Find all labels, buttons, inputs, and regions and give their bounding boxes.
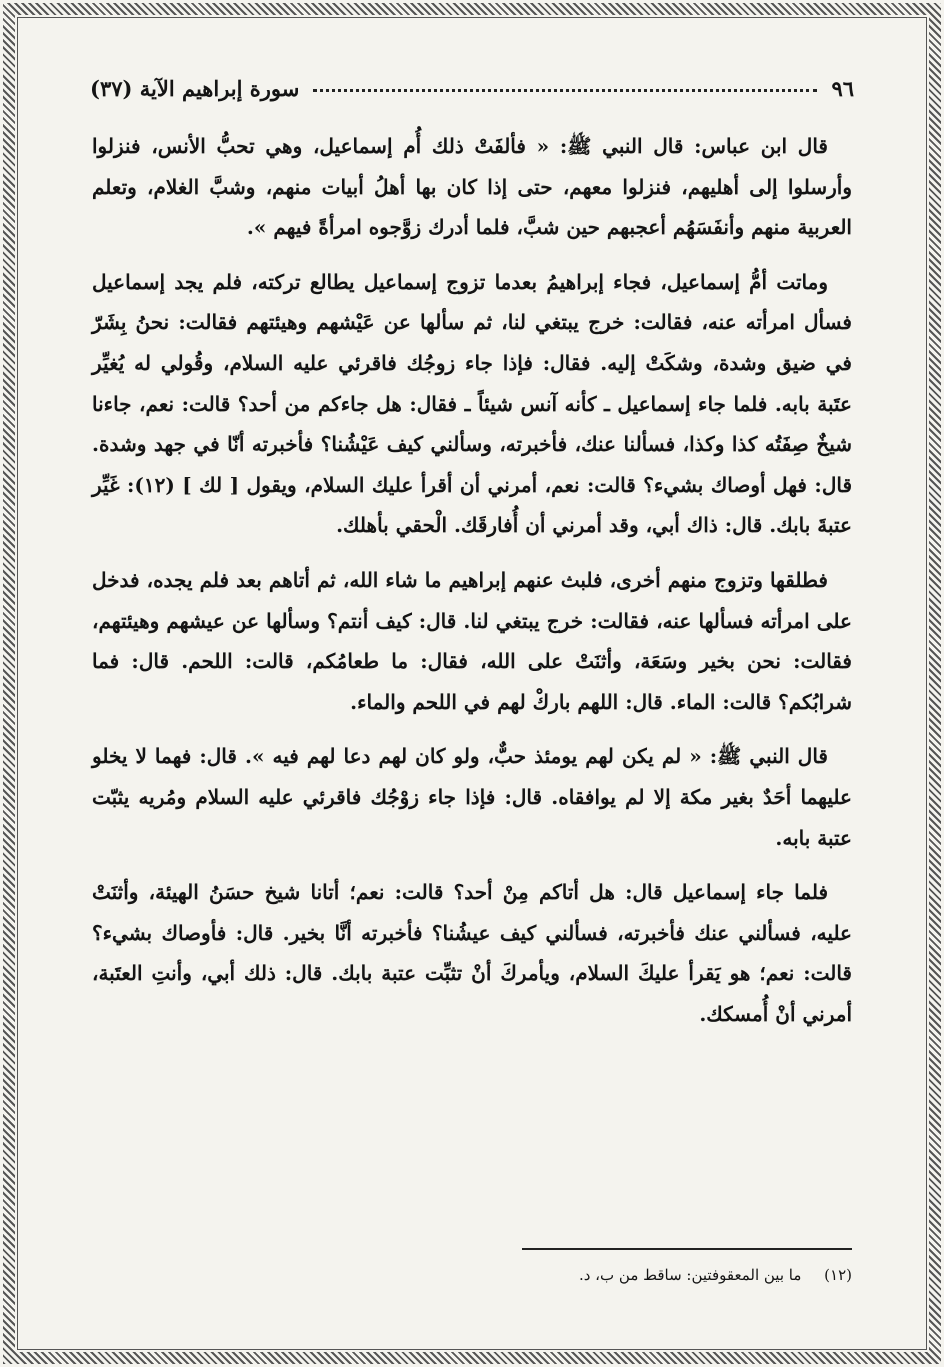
paragraph-5: فلما جاء إسماعيل قال: هل أتاكم مِنْ أحد؟ قالت: نعم؛ أتانا شيخ حسَنُ الهيئة، وأثنَتْ عليه، فسألني عنك فأخبرته، فسألني كيف عيشُنا؟ فأخبرته أنَّا بخير. قال: فأوصاك بشيء؟ قالت: نعم؛ هو يَقرأ عليكَ السلام، ويأمركَ أنْ تثبِّت عتبة بابك. قال: ذلك أبي، وأنتِ العتَبة، أمرني أنْ أُمسكك. — [92, 880, 852, 1026]
paragraph-1: قال ابن عباس: قال النبي ﷺ: « فألفَتْ ذلك أُم إسماعيل، وهي تحبُّ الأنس، فنزلوا وأرسلوا إلى أهليهم، فنزلوا معهم، حتى إذا كان بها أهلُ أبيات منهم، وشبَّ الغلام، وتعلم العربية منهم وأنفَسَهُم أعجبهم حين شبَّ، فلما أدرك زوَّجوه امرأةً فيهم ». — [92, 134, 853, 240]
running-header — [90, 68, 854, 108]
header-dotted-leader — [313, 85, 817, 92]
footnote-separator — [522, 1248, 852, 1250]
footnote-number: (١٢) — [824, 1266, 852, 1284]
footnote — [92, 1262, 852, 1288]
paragraph-4: قال النبي ﷺ: « لم يكن لهم يومئذ حبٌّ، ولو كان لهم دعا لهم فيه ». قال: فهما لا يخلو عليهما أحَدٌ بغير مكة إلا لم يوافقاه. قال: فإذا جاء زوْجُك فاقرئي عليه السلام ومُريه يثبّت عتبة بابه. — [92, 744, 852, 850]
running-title: سورة إبراهيم الآية (٣٧) — [90, 75, 300, 101]
paragraph-2: وماتت أمُّ إسماعيل، فجاء إبراهيمُ بعدما تزوج إسماعيل يطالع تركته، فلم يجد إسماعيل فسأل امرأته عنه، فقالت: خرج يبتغي لنا، ثم سألها عن عَيْشهم وهيئتهم فقالت: نحنُ بِشَرّ في ضيق وشدة، وشكَتْ إليه. فقال: فإذا جاء زوجُك فاقرئي عليه السلام، وقُولي له يُغيِّر عتَبة بابه. فلما جاء إسماعيل ـ كأنه آنس شيئاً ـ فقال: هل جاءكم من أحد؟ قالت: نعم، جاءنا شيخٌ صِفَتُه كذا وكذا، فسألنا عنك، فأخبرته، وسألني كيف عَيْشُنا؟ فأخبرته أنّا في جهد وشدة. قال: فهل أوصاك بشيء؟ قالت: نعم، أمرني أن أقرأ عليك السلام، ويقول [ لك ] (١٢): غَيِّر عتبةَ بابك. قال: ذاك أبي، وقد أمرني أن أُفارقَك. الْحقي بأهلك. — [92, 269, 853, 538]
page-body — [92, 126, 852, 1048]
paragraph-3: فطلقها وتزوج منهم أخرى، فلبث عنهم إبراهيم ما شاء الله، ثم أتاهم بعد فلم يجده، فدخل على امرأته فسألها عنه، فقالت: خرج يبتغي لنا. قال: كيف أنتم؟ وسألها عن عيشهم وهيئتهم، فقالت: نحن بخير وسَعَة، وأثنَتْ على الله، فقال: ما طعامُكم، قالت: اللحم. قال: فما شرابُكم؟ قالت: الماء. قال: اللهم باركْ لهم في اللحم والماء. — [92, 567, 852, 714]
page-number: ٩٦ — [831, 75, 854, 101]
footnote-text: ما بين المعقوفتين: ساقط من ب، د. — [578, 1266, 802, 1284]
